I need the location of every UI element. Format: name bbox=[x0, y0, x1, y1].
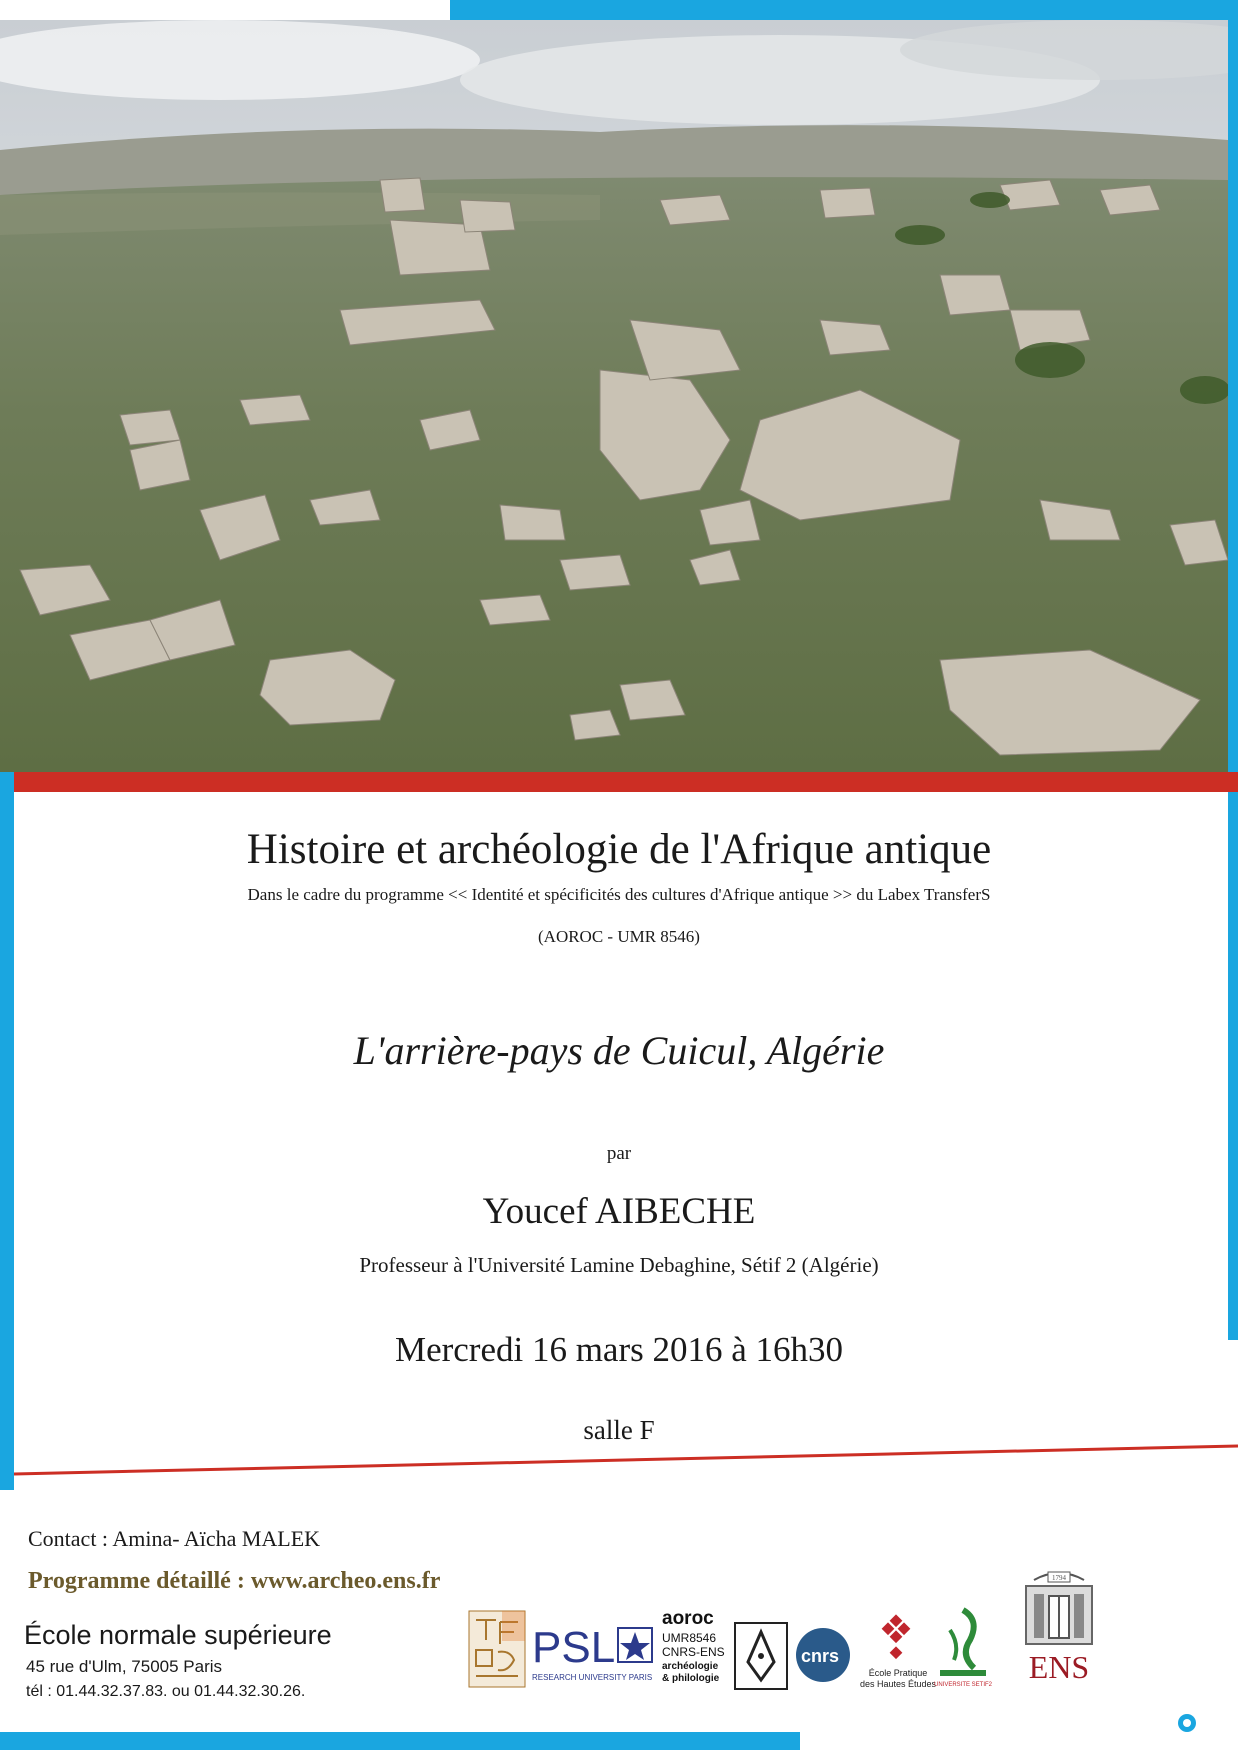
circle-icon bbox=[1176, 1712, 1198, 1734]
aoroc-line-2: CNRS-ENS bbox=[662, 1645, 725, 1659]
aoroc-wordmark: aoroc bbox=[662, 1608, 714, 1629]
frame-left-bar bbox=[0, 705, 14, 1490]
speaker-name: Youcef AIBECHE bbox=[482, 1191, 756, 1232]
aoroc-line-3: archéologie bbox=[662, 1661, 719, 1672]
by-label: par bbox=[606, 1143, 632, 1164]
cnrs-wordmark: cnrs bbox=[801, 1646, 840, 1666]
event-series-title: Histoire et archéologie de l'Afrique antique bbox=[246, 826, 992, 873]
ephe-line-2: des Hautes Études bbox=[859, 1679, 937, 1689]
school-name: École normale supérieure bbox=[24, 1620, 332, 1650]
aoroc-line-1: UMR8546 bbox=[662, 1631, 717, 1645]
event-room: salle F bbox=[583, 1415, 655, 1445]
frame-top-bar bbox=[450, 0, 1238, 20]
red-band bbox=[14, 772, 1238, 792]
event-date: Mercredi 16 mars 2016 à 16h30 bbox=[394, 1330, 844, 1369]
research-unit: (AOROC - UMR 8546) bbox=[538, 927, 700, 946]
talk-title: L'arrière-pays de Cuicul, Algérie bbox=[353, 1028, 885, 1073]
aoroc-line-4: & philologie bbox=[662, 1673, 720, 1684]
contact-line: Contact : Amina- Aïcha MALEK bbox=[28, 1526, 321, 1551]
ruins-photo bbox=[0, 20, 1228, 772]
frame-right-bar bbox=[1228, 0, 1238, 1340]
pen-nib-logo bbox=[734, 1622, 788, 1690]
ephe-line-1: École Pratique bbox=[868, 1668, 928, 1678]
frame-bottom-bar bbox=[0, 1732, 800, 1750]
divider-line bbox=[14, 1444, 1238, 1476]
school-address: 45 rue d'Ulm, 75005 Paris bbox=[26, 1657, 223, 1676]
setif2-logo bbox=[930, 1600, 996, 1690]
psl-tagline: RESEARCH UNIVERSITY PARIS bbox=[532, 1673, 653, 1682]
psl-logo bbox=[530, 1612, 654, 1692]
speaker-affiliation: Professeur à l'Université Lamine Debaghine, Sétif 2 (Algérie) bbox=[359, 1253, 879, 1277]
psl-wordmark: PSL bbox=[532, 1623, 616, 1672]
ens-year: 1794 bbox=[1052, 1574, 1066, 1582]
program-link[interactable]: www.archeo.ens.fr bbox=[250, 1568, 441, 1594]
program-line bbox=[28, 1568, 440, 1595]
program-subtitle: Dans le cadre du programme << Identité et spécificités des cultures d'Afrique antique >> du Labex TransferS bbox=[247, 885, 991, 904]
transfers-logo bbox=[468, 1610, 526, 1688]
school-phone: tél : 01.44.32.37.83. ou 01.44.32.30.26. bbox=[26, 1683, 306, 1700]
ens-wordmark: ENS bbox=[1028, 1649, 1090, 1685]
ens-logo bbox=[1014, 1568, 1104, 1688]
setif2-label: UNIVERSITE SETIF2 bbox=[933, 1682, 993, 1688]
aoroc-logo bbox=[660, 1604, 730, 1694]
program-label: Programme détaillé : bbox=[28, 1568, 245, 1594]
ephe-logo bbox=[856, 1610, 940, 1694]
cnrs-logo bbox=[794, 1620, 852, 1690]
